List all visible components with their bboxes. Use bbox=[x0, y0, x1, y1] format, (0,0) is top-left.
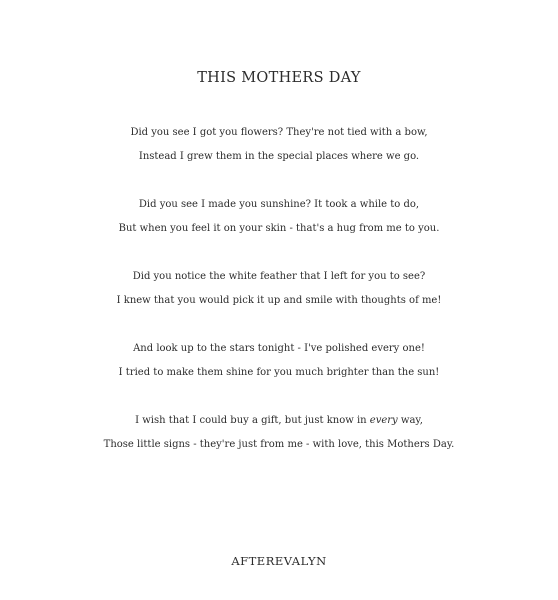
stanza-3-line-1: Did you notice the white feather that I left for you to see? bbox=[132, 271, 426, 282]
stanza-5-line-2: Those little signs - they're just from me - with love, this Mothers Day. bbox=[103, 439, 455, 450]
stanza-2-line-1: Did you see I made you sunshine? It took a while to do, bbox=[138, 199, 420, 210]
stanza-2 bbox=[0, 193, 558, 241]
stanza-5 bbox=[0, 409, 558, 457]
poem-author: AFTEREVALYN bbox=[231, 554, 327, 568]
stanza-1-line-2: Instead I grew them in the special places where we go. bbox=[138, 151, 420, 162]
stanza-4-line-1: And look up to the stars tonight - I've polished every one! bbox=[133, 343, 425, 354]
stanza-3-line-2: I knew that you would pick it up and smile with thoughts of me! bbox=[116, 295, 442, 306]
poem-body bbox=[0, 121, 558, 481]
stanza-4-line-2: I tried to make them shine for you much brighter than the sun! bbox=[118, 367, 440, 378]
stanza-3 bbox=[0, 265, 558, 313]
stanza-5-line-1-start: I wish that I could buy a gift, but just know in bbox=[135, 415, 370, 426]
stanza-4 bbox=[0, 337, 558, 385]
stanza-5-line-1 bbox=[0, 409, 558, 433]
stanza-5-line-1-emphasis: every bbox=[369, 415, 398, 426]
stanza-1 bbox=[0, 121, 558, 169]
stanza-2-line-2: But when you feel it on your skin - that's a hug from me to you. bbox=[118, 223, 440, 234]
stanza-1-line-1: Did you see I got you flowers? They're not tied with a bow, bbox=[130, 127, 428, 138]
poem-title: THIS MOTHERS DAY bbox=[197, 70, 361, 86]
stanza-5-line-1-end: way, bbox=[397, 415, 423, 426]
